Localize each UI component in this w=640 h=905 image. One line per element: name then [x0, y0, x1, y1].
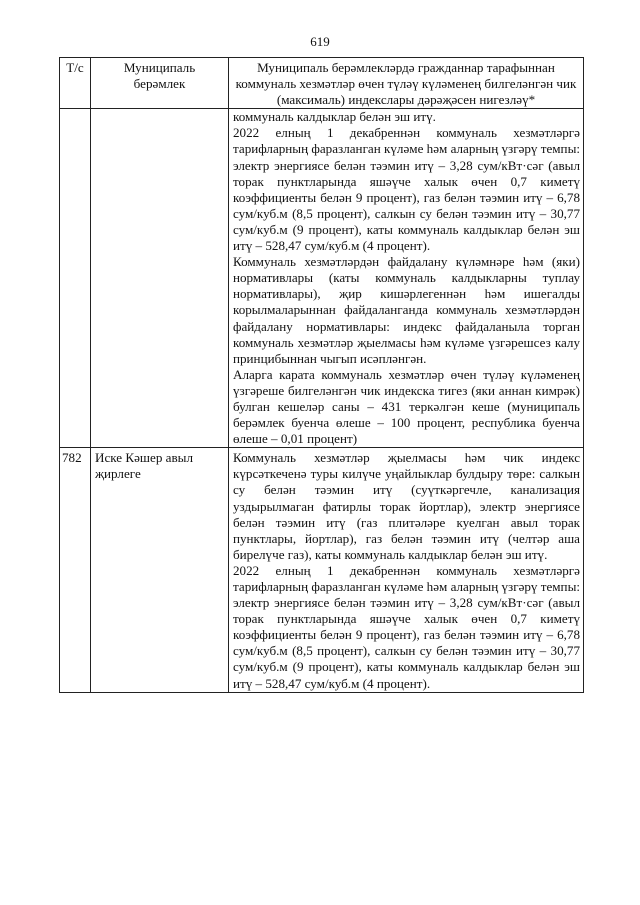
row-number	[60, 109, 91, 448]
paragraph: Коммуналь хезмәтләрдән файдалану күләмнәре һәм (яки) нормативлары (каты коммуналь калдыкларны туплау нормативлары), җир кишәрлегеннән һәм ишегалды корылмаларыннан файдаланганда коммуналь хезмәтләрдән файдалану нормативлары: индекс файдаланыла торган коммуналь хезмәтләр җыелмасы һәм күләме үзгәрешсез калу принцибыннан чыгып исәпләнгән.	[233, 254, 580, 366]
table-row	[60, 109, 584, 448]
table-header-row	[60, 58, 584, 109]
row-number: 782	[60, 448, 91, 692]
paragraph: 2022 елның 1 декабреннән коммуналь хезмәтләргә тарифларның фаразланган күләме һәм аларның үзгәрү темпы: электр энергиясе белән тәэмин итү – 3,28 сум/кВт·сәг (авыл торак пунктларында яшәүче халык өчен 0,7 киметү коэффициенты белән 9 процент), газ белән тәэмин итү – 6,78 сум/куб.м (8,5 процент), салкын су белән тәэмин итү – 30,77 сум/куб.м (9 процент), каты коммуналь калдыклар белән эш итү – 528,47 сум/куб.м (4 процент).	[233, 125, 581, 254]
table-row	[60, 448, 584, 692]
page-number: 619	[310, 34, 330, 49]
row-municipality	[91, 109, 229, 448]
paragraph: коммуналь калдыклар белән эш итү.	[233, 109, 436, 125]
row-municipality: Иске Кәшер авыл җирлеге	[91, 448, 229, 692]
row-justification	[229, 109, 584, 448]
paragraph: Аларга карата коммуналь хезмәтләр өчен түләү күләменең үзгәреше билгеләнгән чик индекска тигез (яки аннан кимрәк) булган кешеләр саны – 431 теркәлгән кеше (муниципаль берәмлек буенча өлеше – 100 процент, республика буенча өлеше – 0,01 процент)	[233, 366, 580, 447]
header-municipality: Муниципаль берәмлек	[91, 58, 229, 109]
header-justification: Муниципаль берәмлекләрдә гражданнар тарафыннан коммуналь хезмәтләр өчен түләү күләменең билгеләнгән чик (максималь) индекслары дәрәҗәсен нигезләү*	[229, 58, 584, 109]
header-number: Т/с	[60, 58, 91, 109]
row-justification	[229, 448, 584, 692]
index-table	[59, 57, 584, 693]
paragraph: Коммуналь хезмәтләр җыелмасы һәм чик индекс күрсәткеченә туры килүче уңайлыклар булдыру төре: салкын су белән тәэмин итү (суүткәргечле, канализация уздырылмаган фатирлы торак йортлар), электр энергиясе белән тәэмин итү (газ плитәләре куелган авыл торак пунктлары, йортлар), газ белән тәэмин итү (челтәр аша бирелүче газ), каты коммуналь калдыклар белән эш итү.	[233, 450, 580, 562]
paragraph: 2022 елның 1 декабреннән коммуналь хезмәтләргә тарифларның фаразланган күләме һәм аларның үзгәрү темпы: электр энергиясе белән тәэмин итү – 3,28 сум/кВт·сәг (авыл торак пунктларында яшәүче халык өчен 0,7 киметү коэффициенты белән 9 процент), газ белән тәэмин итү – 6,78 сум/куб.м (8,5 процент), салкын су белән тәэмин итү – 30,77 сум/куб.м (9 процент), каты коммуналь калдыклар белән эш итү – 528,47 сум/куб.м (4 процент).	[233, 562, 581, 691]
